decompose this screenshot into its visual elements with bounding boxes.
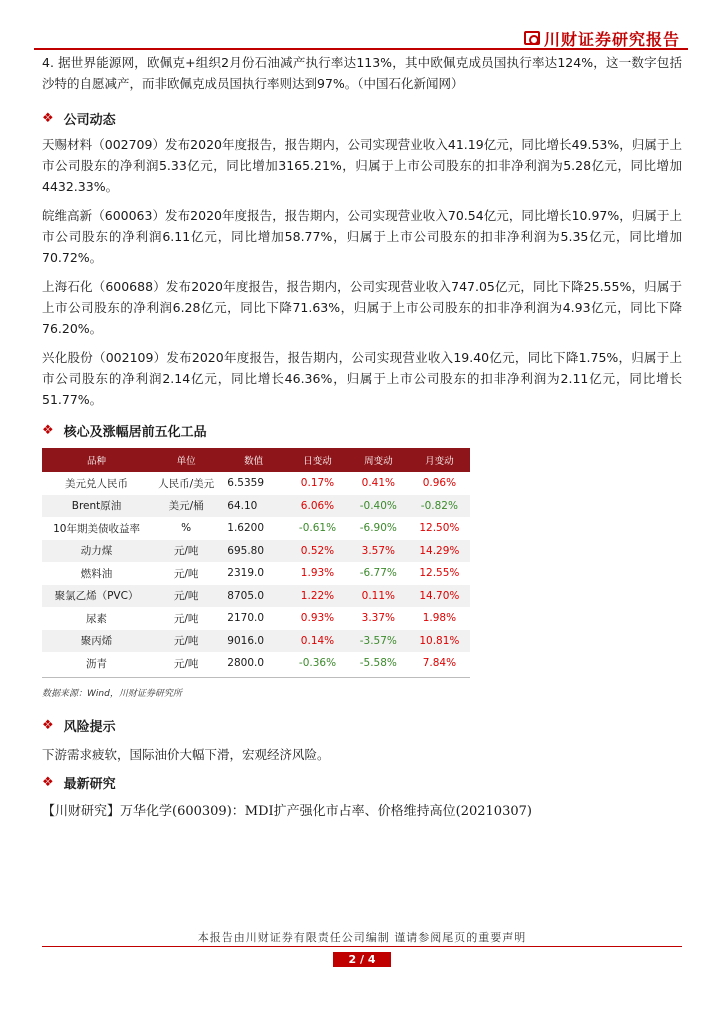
logo-icon	[524, 31, 540, 45]
cell-value: 9016.0	[227, 634, 265, 647]
cell-unit: 元/吨	[173, 567, 199, 580]
table-row	[42, 652, 470, 675]
cell-weekly-change: 3.37%	[361, 612, 395, 625]
cell-daily-change: 6.06%	[300, 499, 335, 512]
cell-weekly-change: 0.41%	[361, 477, 395, 490]
diamond-bullet-icon: ❖	[42, 110, 54, 126]
section-heading-research	[42, 771, 682, 795]
company-paragraph: 兴化股份（002109）发布2020年度报告，报告期内，公司实现营业收入19.40亿元，同比下降1.75%，归属于上市公司股东的净利润2.14亿元，同比增长46.36%，归属于上市公司股东的扣非净利润为2.11亿元，同比增长51.77%。	[42, 350, 682, 407]
cell-value: 2319.0	[227, 567, 265, 580]
brand	[524, 28, 680, 48]
cell-monthly-change: 12.50%	[419, 522, 460, 535]
cell-unit: 元/吨	[173, 635, 199, 648]
cell-value: 2800.0	[227, 657, 265, 670]
section-title: 核心及涨幅居前五化工品	[63, 424, 207, 440]
company-paragraph: 天赐材料（002709）发布2020年度报告，报告期内，公司实现营业收入41.19亿元，同比增长49.53%，归属于上市公司股东的净利润5.33亿元，同比增加3165.21%，归属于上市公司股东的扣非净利润为5.28亿元，同比增加4432.33%。	[42, 137, 682, 194]
cell-value: 64.10	[227, 499, 258, 512]
cell-daily-change: 0.17%	[300, 477, 335, 490]
diamond-bullet-icon: ❖	[42, 718, 54, 733]
cell-daily-change: 1.93%	[300, 567, 335, 580]
section-title: 最新研究	[63, 777, 116, 792]
cell-unit: 元/吨	[173, 612, 199, 625]
column-header: 日变动	[303, 456, 332, 467]
table-row	[42, 630, 470, 653]
column-header: 周变动	[364, 456, 393, 467]
footer-divider	[42, 946, 682, 947]
cell-weekly-change: -6.77%	[359, 567, 397, 580]
cell-name: 聚丙烯	[80, 635, 113, 648]
cell-weekly-change: -3.57%	[359, 634, 397, 647]
cell-name: 沥青	[86, 657, 108, 670]
company-paragraph: 皖维高新（600063）发布2020年度报告，报告期内，公司实现营业收入70.54亿元，同比增长10.97%，归属于上市公司股东的净利润6.11亿元，同比增加58.77%，归属于上市公司股东的扣非净利润为5.35亿元，同比增加70.72%。	[42, 208, 682, 265]
cell-value: 8705.0	[227, 589, 265, 602]
table-row	[42, 472, 470, 495]
cell-weekly-change: 0.11%	[361, 589, 395, 602]
section-heading-company	[42, 106, 682, 130]
cell-weekly-change: -5.58%	[359, 657, 397, 670]
table-row	[42, 517, 470, 540]
cell-monthly-change: -0.82%	[420, 499, 458, 512]
cell-unit: 美元/桶	[168, 500, 204, 513]
data-source-note: 数据来源：Wind，川财证券研究所	[42, 677, 470, 700]
cell-name: 动力煤	[80, 545, 113, 558]
table-row	[42, 495, 470, 518]
cell-name: Brent原油	[71, 500, 122, 513]
page-number: 2 / 4	[333, 952, 391, 967]
diamond-bullet-icon: ❖	[42, 422, 54, 438]
cell-unit: 元/吨	[173, 657, 199, 670]
cell-name: 美元兑人民币	[65, 477, 129, 490]
table-row	[42, 562, 470, 585]
cell-monthly-change: 14.29%	[419, 544, 460, 557]
cell-monthly-change: 10.81%	[419, 634, 460, 647]
cell-monthly-change: 1.98%	[422, 612, 457, 625]
company-paragraph: 上海石化（600688）发布2020年度报告，报告期内，公司实现营业收入747.05亿元，同比下降25.55%，归属于上市公司股东的净利润6.28亿元，同比下降71.63%，归属于上市公司股东的扣非净利润为4.93亿元，同比下降76.20%。	[42, 279, 682, 336]
cell-weekly-change: -6.90%	[359, 522, 397, 535]
cell-value: 1.6200	[227, 522, 265, 535]
risk-text: 下游需求疲软，国际油价大幅下滑，宏观经济风险。	[42, 746, 330, 762]
cell-unit: 元/吨	[173, 590, 199, 603]
page-header	[34, 24, 688, 50]
cell-daily-change: -0.36%	[298, 657, 337, 670]
cell-name: 燃料油	[80, 567, 113, 580]
column-header: 月变动	[425, 456, 454, 467]
table-row	[42, 585, 470, 608]
cell-monthly-change: 7.84%	[422, 657, 457, 670]
table-row	[42, 540, 470, 563]
column-header: 数值	[244, 456, 264, 467]
cell-weekly-change: -0.40%	[359, 499, 397, 512]
cell-unit: 人民币/美元	[158, 477, 215, 490]
column-header: 品种	[87, 456, 107, 467]
cell-name: 聚氯乙烯（PVC）	[54, 590, 139, 603]
cell-name: 10年期美债收益率	[53, 522, 140, 535]
section-heading-table	[42, 418, 682, 442]
section-title: 公司动态	[63, 112, 116, 128]
cell-weekly-change: 3.57%	[361, 544, 395, 557]
cell-unit: 元/吨	[173, 545, 199, 558]
table-header-row	[42, 448, 470, 472]
cell-daily-change: 1.22%	[300, 589, 335, 602]
cell-daily-change: 0.93%	[300, 612, 335, 625]
section-title: 风险提示	[63, 720, 116, 735]
cell-value: 695.80	[227, 544, 265, 557]
cell-daily-change: 0.52%	[300, 544, 335, 557]
cell-monthly-change: 0.96%	[422, 477, 457, 490]
cell-unit: %	[181, 522, 192, 535]
news-item-4: 4. 据世界能源网，欧佩克+组织2月份石油减产执行率达113%，其中欧佩克成员国执行率达124%，这一数字包括沙特的自愿减产，而非欧佩克成员国执行率则达到97%。（中国石化新闻网）	[42, 55, 682, 91]
cell-monthly-change: 12.55%	[419, 567, 460, 580]
research-link[interactable]: 【川财研究】万华化学(600309)：MDI扩产强化市占率、价格维持高位(20210307)	[42, 803, 532, 819]
brand-name: 川财证券研究报告	[543, 29, 680, 49]
diamond-bullet-icon: ❖	[42, 775, 54, 790]
table-row	[42, 607, 470, 630]
report-body	[42, 52, 682, 822]
cell-monthly-change: 14.70%	[419, 589, 460, 602]
cell-daily-change: -0.61%	[298, 522, 337, 535]
chemicals-price-table	[42, 448, 470, 675]
section-heading-risk	[42, 714, 682, 738]
cell-value: 6.5359	[227, 477, 265, 490]
cell-name: 尿素	[86, 612, 108, 625]
cell-value: 2170.0	[227, 612, 265, 625]
column-header: 单位	[176, 456, 196, 467]
footer-disclaimer: 本报告由川财证券有限责任公司编制 谨请参阅尾页的重要声明	[197, 931, 527, 944]
cell-daily-change: 0.14%	[300, 634, 335, 647]
